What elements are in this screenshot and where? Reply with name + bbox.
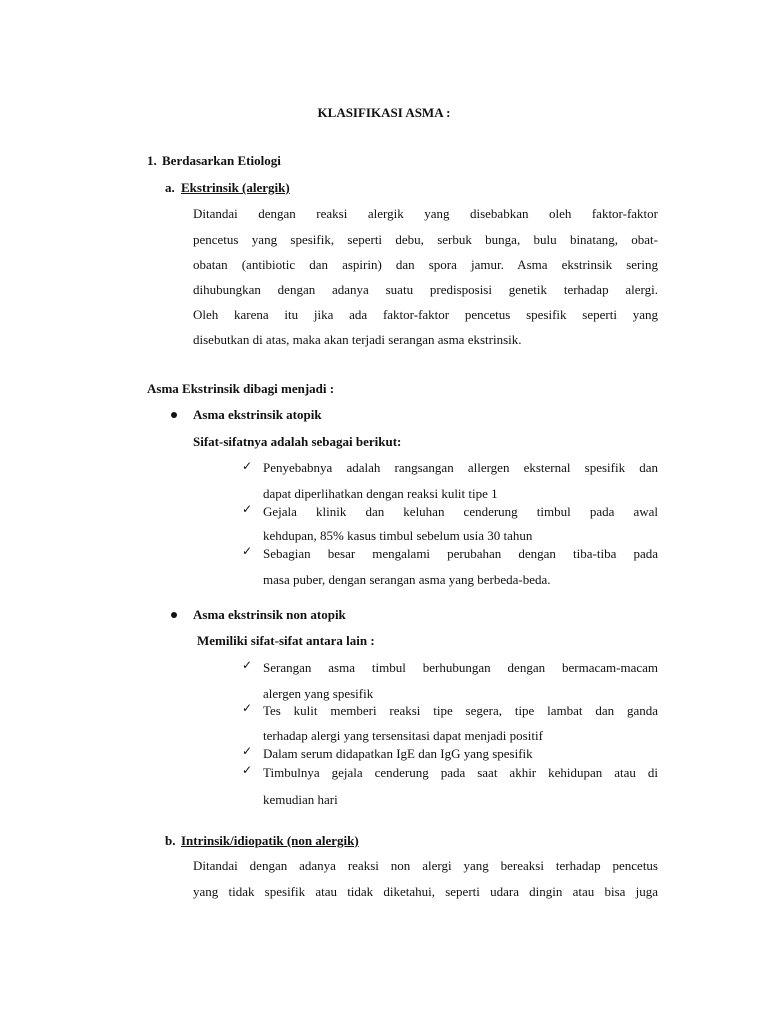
paragraph-line: Ditandai dengan reaksi alergik yang disebabkan oleh faktor-faktor xyxy=(193,206,658,221)
paragraph-line: pencetus yang spesifik, seperti debu, serbuk bunga, bulu binatang, obat- xyxy=(193,232,658,247)
list-item-line: terhadap alergi yang tersensitasi dapat menjadi positif xyxy=(263,728,543,743)
subsection-b-label: b. xyxy=(165,833,176,848)
subsection-a-label: a. xyxy=(165,180,175,195)
list-item-line: Serangan asma timbul berhubungan dengan bermacam-macam xyxy=(263,660,658,675)
bullet-icon xyxy=(171,612,177,618)
list-item-line: Sebagian besar mengalami perubahan dengan tiba-tiba pada xyxy=(263,546,658,561)
list-item-line: alergen yang spesifik xyxy=(263,686,374,701)
paragraph-line: dihubungkan dengan adanya suatu predisposisi genetik terhadap alergi. xyxy=(193,282,658,297)
check-icon: ✓ xyxy=(242,744,253,758)
list-item-line: Gejala klinik dan keluhan cenderung timbul pada awal xyxy=(263,504,658,519)
list-item-line: dapat diperlihatkan dengan reaksi kulit tipe 1 xyxy=(263,486,498,501)
list-item-line: kehdupan, 85% kasus timbul sebelum usia 30 tahun xyxy=(263,528,533,543)
list-item-line: Tes kulit memberi reaksi tipe segera, tipe lambat dan ganda xyxy=(263,703,658,718)
check-icon: ✓ xyxy=(242,502,253,516)
paragraph-line: disebutkan di atas, maka akan terjadi serangan asma ekstrinsik. xyxy=(193,332,522,347)
subsection-a-heading: Ekstrinsik (alergik) xyxy=(181,180,290,195)
check-icon: ✓ xyxy=(242,459,253,473)
list-item-line: Penyebabnya adalah rangsangan allergen eksternal spesifik dan xyxy=(263,460,658,475)
section-heading: Berdasarkan Etiologi xyxy=(162,153,281,168)
sub-heading: Asma Ekstrinsik dibagi menjadi : xyxy=(147,381,335,396)
check-icon: ✓ xyxy=(242,763,253,777)
paragraph-line: obatan (antibiotic dan aspirin) dan spora jamur. Asma ekstrinsik sering xyxy=(193,257,658,272)
paragraph-line: Oleh karena itu jika ada faktor-faktor pencetus spesifik seperti yang xyxy=(193,307,658,322)
non-atopik-subheading: Memiliki sifat-sifat antara lain : xyxy=(197,633,375,648)
atopik-subheading: Sifat-sifatnya adalah sebagai berikut: xyxy=(193,434,402,449)
paragraph-line: Ditandai dengan adanya reaksi non alergi yang bereaksi terhadap pencetus xyxy=(193,858,658,873)
list-item-line: Dalam serum didapatkan IgE dan IgG yang spesifik xyxy=(263,746,533,761)
subsection-b-heading: Intrinsik/idiopatik (non alergik) xyxy=(181,833,359,848)
list-item-line: masa puber, dengan serangan asma yang berbeda-beda. xyxy=(263,572,551,587)
list-item-line: Timbulnya gejala cenderung pada saat akhir kehidupan atau di xyxy=(263,765,658,780)
check-icon: ✓ xyxy=(242,701,253,715)
section-number: 1. xyxy=(147,153,157,168)
bullet-icon xyxy=(171,412,177,418)
paragraph-line: yang tidak spesifik atau tidak diketahui, seperti udara dingin atau bisa juga xyxy=(193,884,658,899)
atopik-heading: Asma ekstrinsik atopik xyxy=(193,407,322,422)
list-item-line: kemudian hari xyxy=(263,792,338,807)
check-icon: ✓ xyxy=(242,658,253,672)
document-title: KLASIFIKASI ASMA : xyxy=(317,105,451,120)
check-icon: ✓ xyxy=(242,544,253,558)
non-atopik-heading: Asma ekstrinsik non atopik xyxy=(193,607,346,622)
